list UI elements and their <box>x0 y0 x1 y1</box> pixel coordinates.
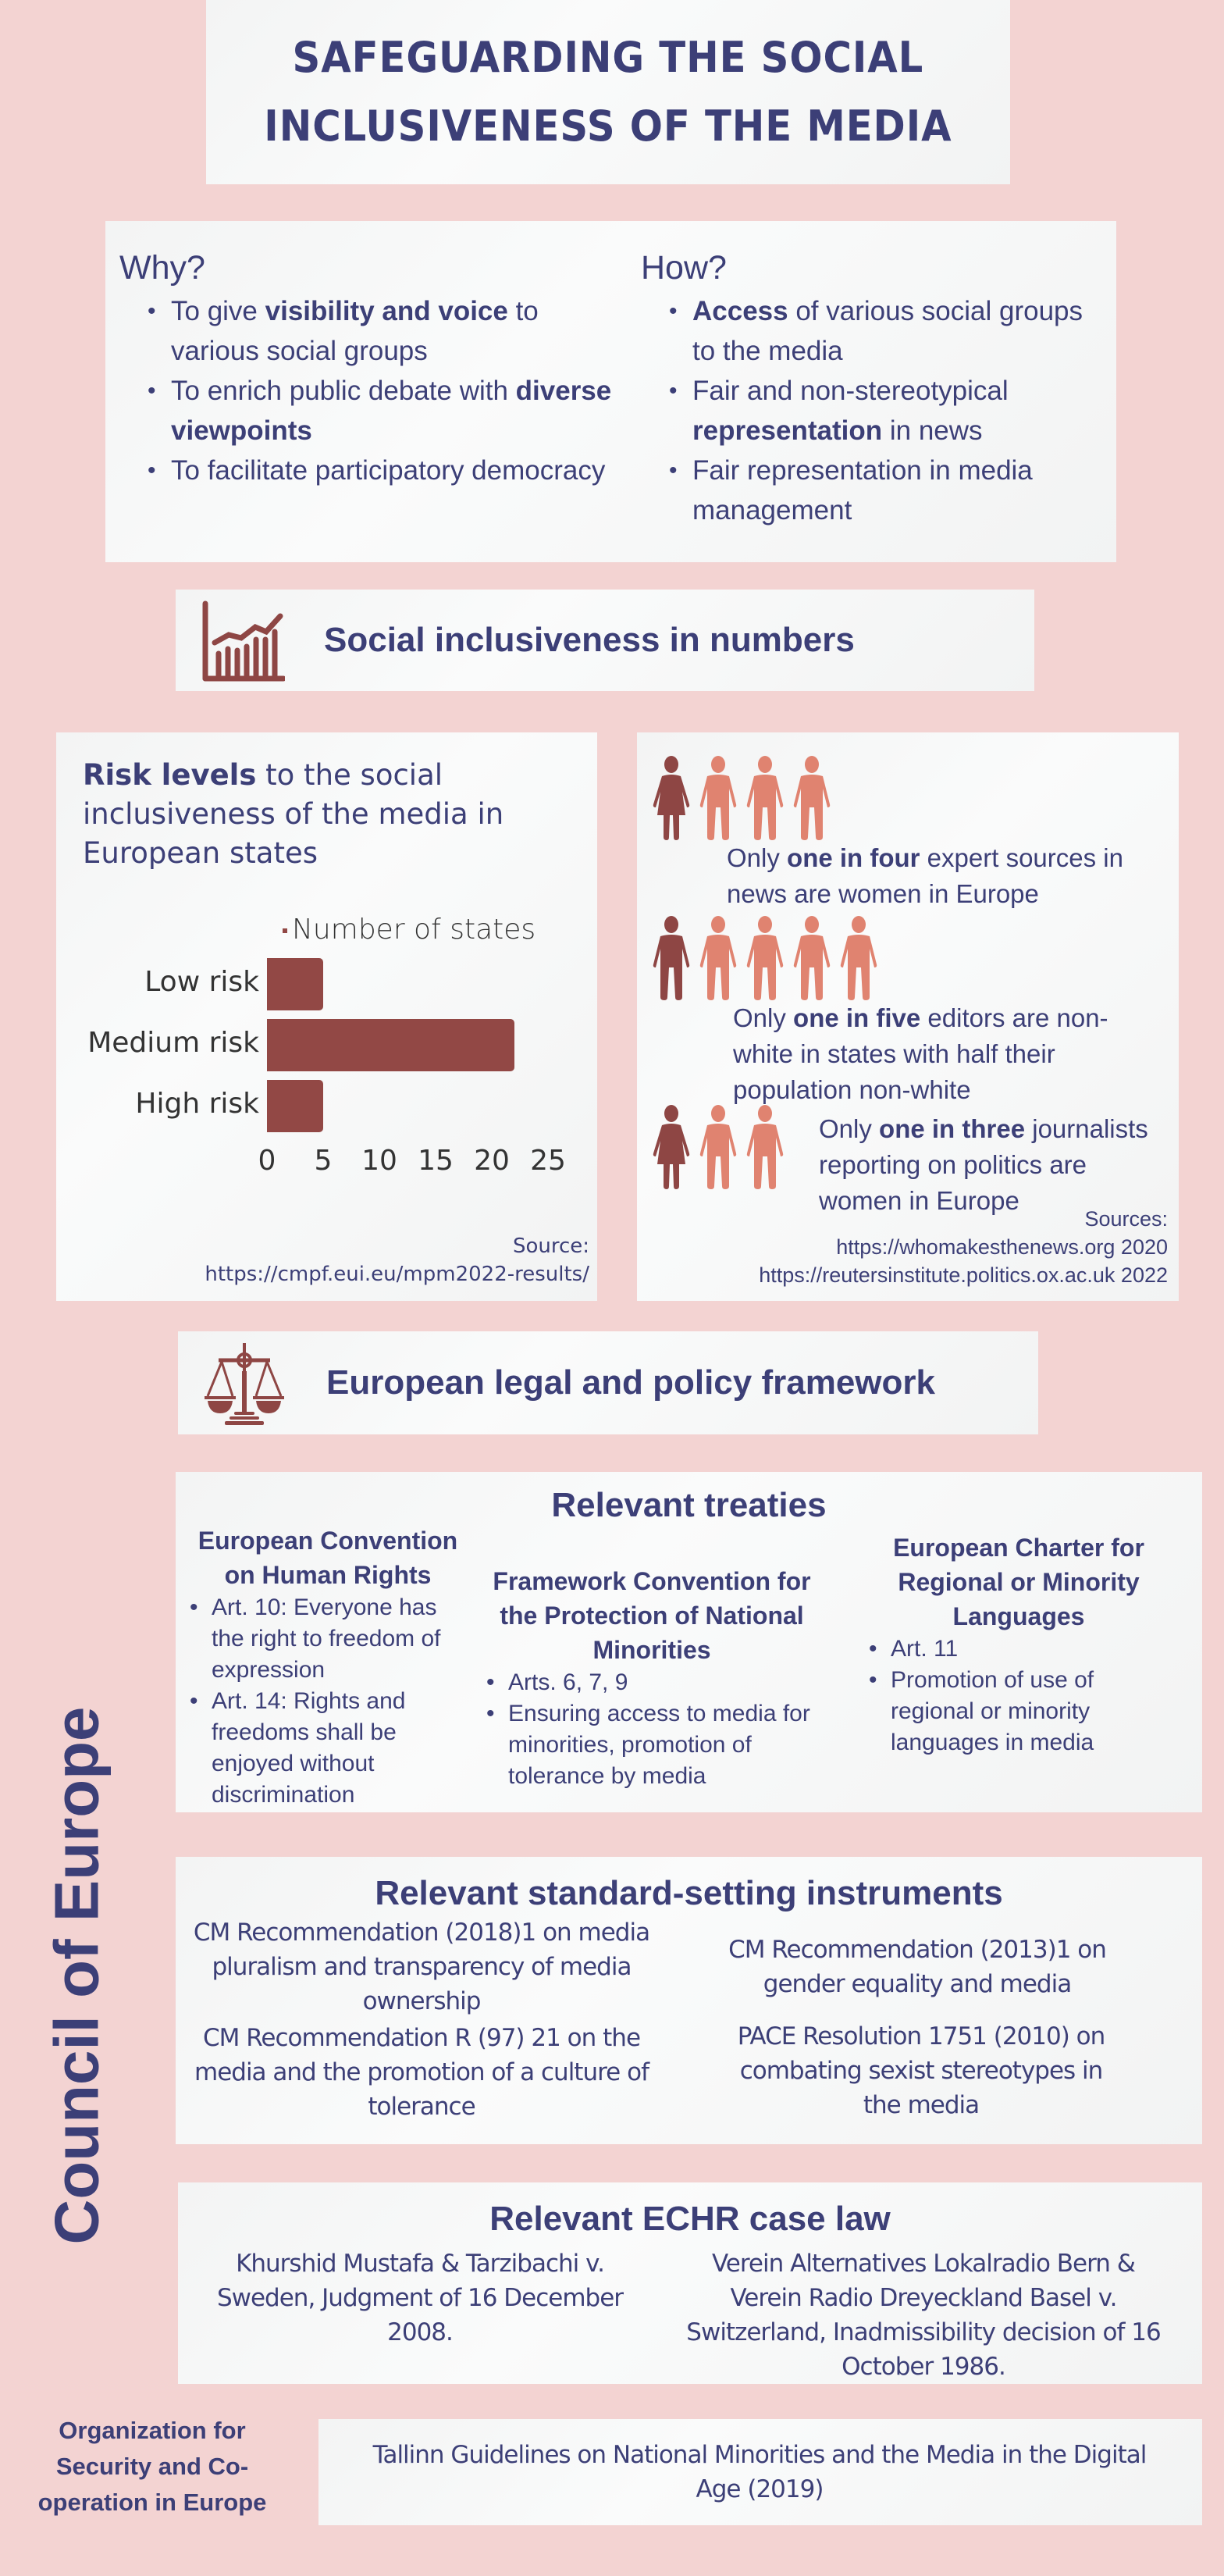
people-group-1 <box>653 756 840 840</box>
man-icon <box>699 916 737 1000</box>
stats-sources <box>759 1205 1168 1289</box>
treaty-point: • Ensuring access to media for minorities, promotion of tolerance by media <box>480 1698 824 1792</box>
why-heading: Why? <box>119 249 205 287</box>
bar-high-risk <box>267 1080 323 1132</box>
why-column <box>119 244 619 490</box>
people-group-3 <box>653 1105 793 1189</box>
x-tick: 5 <box>314 1145 333 1177</box>
legend-swatch <box>283 928 287 933</box>
how-heading: How? <box>641 249 727 287</box>
stat-text-3: Only one in three journalists reporting on politics are women in Europe <box>819 1114 1148 1215</box>
bar-chart-trend-icon <box>199 597 285 683</box>
treaties-title: Relevant treaties <box>551 1486 827 1524</box>
numbers-section-title: Social inclusiveness in numbers <box>324 621 855 659</box>
treaty-point: • Arts. 6, 7, 9 <box>480 1667 824 1698</box>
sources-label: Sources: <box>1084 1207 1168 1231</box>
legal-section-title: European legal and policy framework <box>326 1363 935 1402</box>
caselaw-card <box>178 2182 1202 2384</box>
treaty-point: • Art. 10: Everyone has the right to freedom of expression <box>183 1592 472 1686</box>
legal-section-header <box>178 1331 1038 1434</box>
case-item: Verein Alternatives Lokalradio Bern & Verein Radio Dreyeckland Basel v. Switzerland, Inadmissibility decision of 16 October 1986. <box>686 2250 1161 2381</box>
osce-label: Organization for Security and Co-operation in Europe <box>37 2417 267 2516</box>
risk-chart-card <box>56 732 597 1301</box>
source-label: Source: <box>512 1235 589 1258</box>
why-how-card <box>105 221 1116 562</box>
people-group-2 <box>653 916 887 1000</box>
stats-card <box>637 732 1179 1301</box>
chart-legend: Number of states <box>283 914 536 946</box>
how-column <box>641 244 1109 530</box>
case-item: Khurshid Mustafa & Tarzibachi v. Sweden, Judgment of 16 December 2008. <box>216 2250 624 2346</box>
man-icon <box>653 916 690 1000</box>
category-label: High risk <box>135 1088 259 1120</box>
instruments-card <box>176 1857 1202 2144</box>
how-item: • Access of various social groups to the media <box>641 291 1109 371</box>
how-item: • Fair and non-stereotypical representation in news <box>641 371 1109 451</box>
category-label: Low risk <box>144 966 259 998</box>
why-item: • To give visibility and voice to various social groups <box>119 291 619 371</box>
x-axis <box>56 1145 597 1184</box>
page-title <box>264 23 952 161</box>
why-item: • To enrich public debate with diverse viewpoints <box>119 371 619 451</box>
treaty-point: • Promotion of use of regional or minority languages in media <box>863 1665 1175 1758</box>
man-icon <box>699 1105 737 1189</box>
x-tick: 10 <box>361 1145 397 1177</box>
how-item: • Fair representation in media management <box>641 451 1109 530</box>
treaties-card <box>176 1472 1202 1812</box>
man-icon <box>699 756 737 840</box>
x-tick: 15 <box>418 1145 454 1177</box>
instrument-item: CM Recommendation (2018)1 on media pluralism and transparency of media ownership <box>193 1919 650 2015</box>
why-list <box>119 291 619 490</box>
source-link[interactable]: https://reutersinstitute.politics.ox.ac.uk 2022 <box>759 1263 1168 1287</box>
bar-row-low <box>56 958 597 1010</box>
man-icon <box>793 756 831 840</box>
source-link[interactable]: https://whomakesthenews.org 2020 <box>836 1235 1168 1259</box>
council-of-europe-label <box>22 1702 131 2249</box>
bar-row-medium <box>56 1019 597 1071</box>
x-tick: 25 <box>530 1145 566 1177</box>
woman-icon <box>653 1105 690 1189</box>
treaty-echr <box>183 1523 472 1811</box>
osce-card <box>318 2419 1202 2525</box>
instrument-item: CM Recommendation R (97) 21 on the media and the promotion of a culture of tolerance <box>194 2024 649 2121</box>
source-link[interactable]: https://cmpf.eui.eu/mpm2022-results/ <box>205 1263 589 1286</box>
treaty-point: • Art. 11 <box>863 1634 1175 1665</box>
bar-medium-risk <box>267 1019 514 1071</box>
man-icon <box>746 916 784 1000</box>
man-icon <box>746 756 784 840</box>
chart-source <box>205 1232 589 1288</box>
instruments-title: Relevant standard-setting instruments <box>375 1874 1003 1912</box>
man-icon <box>793 916 831 1000</box>
council-of-europe-text: Council of Europe <box>41 1706 111 2245</box>
x-tick: 20 <box>474 1145 510 1177</box>
man-icon <box>746 1105 784 1189</box>
bar-low-risk <box>267 958 323 1010</box>
title-line-1: SAFEGUARDING THE SOCIAL <box>292 33 924 82</box>
scales-of-justice-icon <box>201 1340 287 1426</box>
osce-item: Tallinn Guidelines on National Minorities and the Media in the Digital Age (2019) <box>372 2441 1147 2503</box>
man-icon <box>840 916 877 1000</box>
stat-text-2: Only one in five editors are non-white in states with half their population non-white <box>733 1003 1108 1104</box>
bar-row-high <box>56 1080 597 1132</box>
title-line-2: INCLUSIVENESS OF THE MEDIA <box>264 102 952 151</box>
x-tick: 0 <box>258 1145 276 1177</box>
treaty-name: European Charter for Regional or Minority Languages <box>893 1534 1144 1630</box>
instrument-item: CM Recommendation (2013)1 on gender equality and media <box>728 1936 1106 1998</box>
treaty-ecrml <box>863 1530 1175 1758</box>
numbers-section-header <box>176 590 1034 691</box>
category-label: Medium risk <box>87 1027 259 1059</box>
treaty-point: • Art. 14: Rights and freedoms shall be enjoyed without discrimination <box>183 1686 472 1811</box>
woman-icon <box>653 756 690 840</box>
stat-text-1: Only one in four expert sources in news are women in Europe <box>727 843 1123 908</box>
treaty-fcnm <box>480 1564 824 1792</box>
instrument-item: PACE Resolution 1751 (2010) on combating sexist stereotypes in the media <box>737 2022 1105 2119</box>
chart-title: Risk levels to the social inclusiveness of the media in European states <box>83 758 504 870</box>
treaty-name: Framework Convention for the Protection of National Minorities <box>493 1567 811 1664</box>
title-banner <box>206 0 1010 184</box>
treaty-name: European Convention on Human Rights <box>197 1527 458 1589</box>
caselaw-title: Relevant ECHR case law <box>489 2200 891 2238</box>
how-list <box>641 291 1109 530</box>
why-item: • To facilitate participatory democracy <box>119 451 619 490</box>
